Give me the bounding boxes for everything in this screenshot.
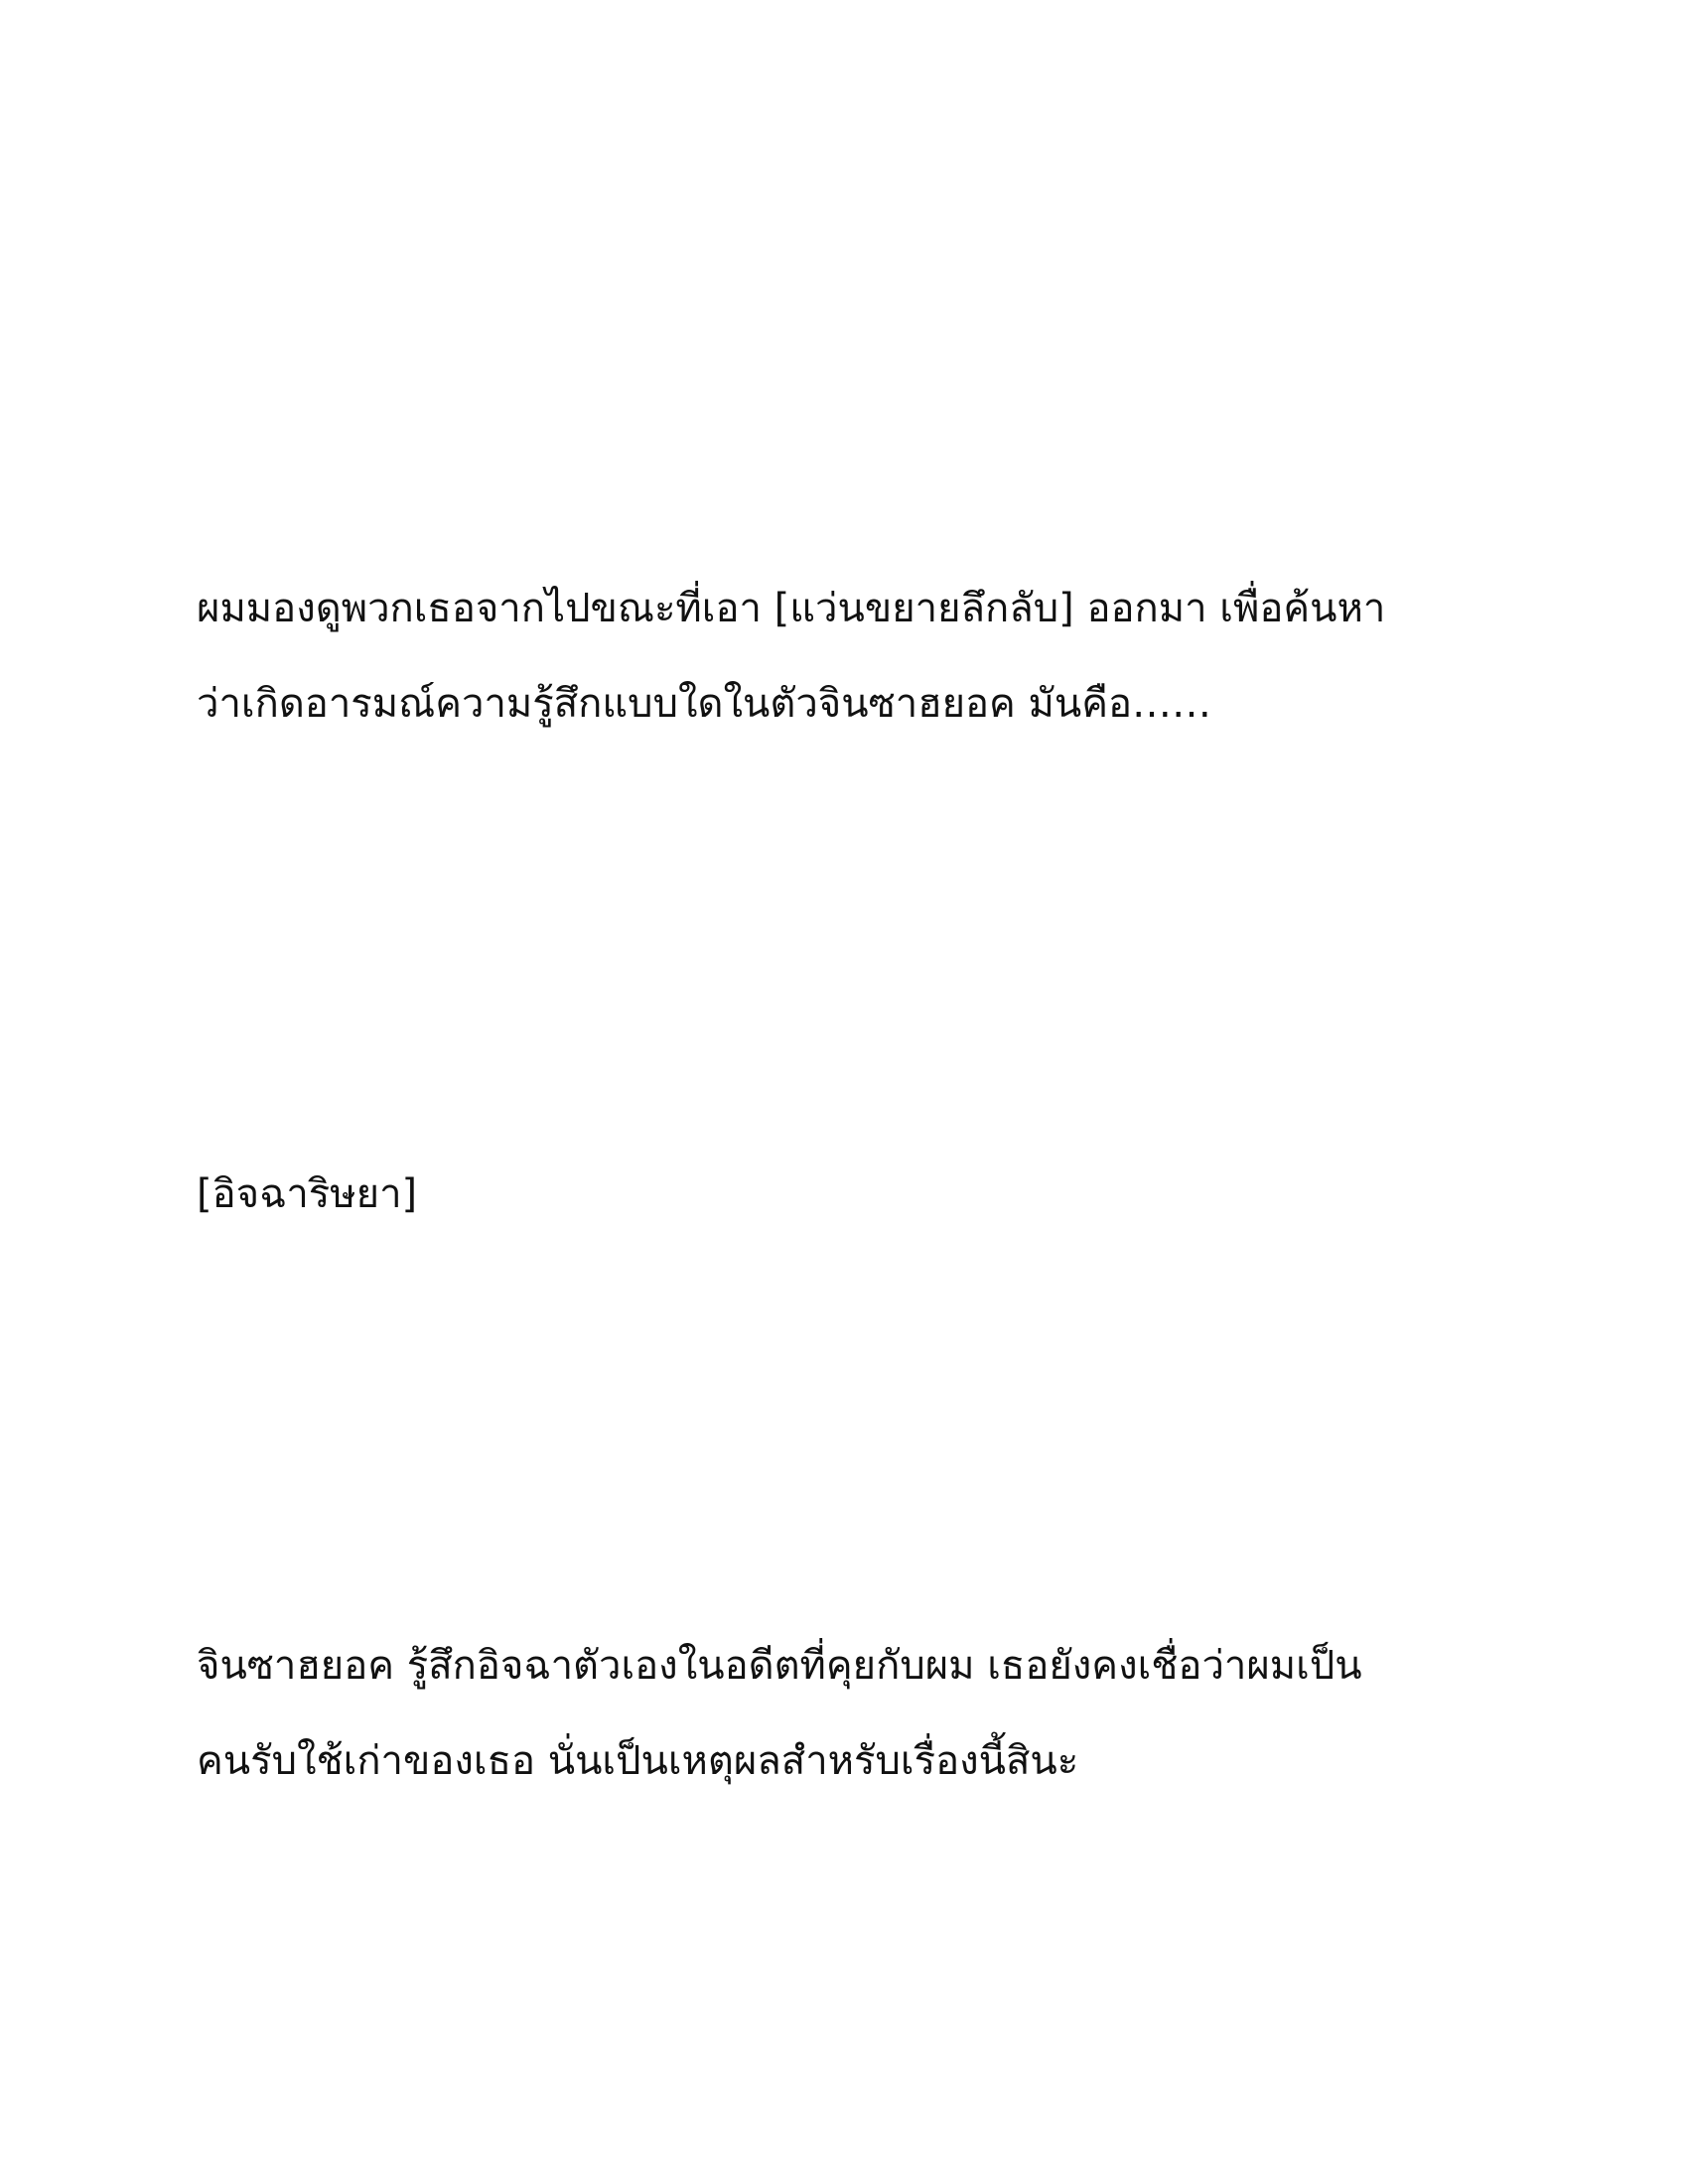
text-line: ผมมองดูพวกเธอจากไปขณะที่เอา [แว่นขยายลึกลับ] ออกมา เพื่อค้นหา — [197, 586, 1386, 631]
text-line: ว่าเกิดอารมณ์ความรู้สึกแบบใดในตัวจินซาฮยอค มันคือ…… — [197, 681, 1212, 727]
paragraph-explanation — [197, 1618, 1487, 1809]
text-line: คนรับใช้เก่าของเธอ นั่นเป็นเหตุผลสำหรับเรื่องนี้สินะ — [197, 1738, 1079, 1784]
text-line: [อิจฉาริษยา] — [197, 1171, 418, 1217]
paragraph-magnifier — [197, 561, 1487, 751]
paragraph-emotion-label — [197, 1147, 1487, 1242]
text-line: จินซาฮยอค รู้สึกอิจฉาตัวเองในอดีตที่คุยกับผม เธอยังคงเชื่อว่าผมเป็น — [197, 1643, 1362, 1689]
